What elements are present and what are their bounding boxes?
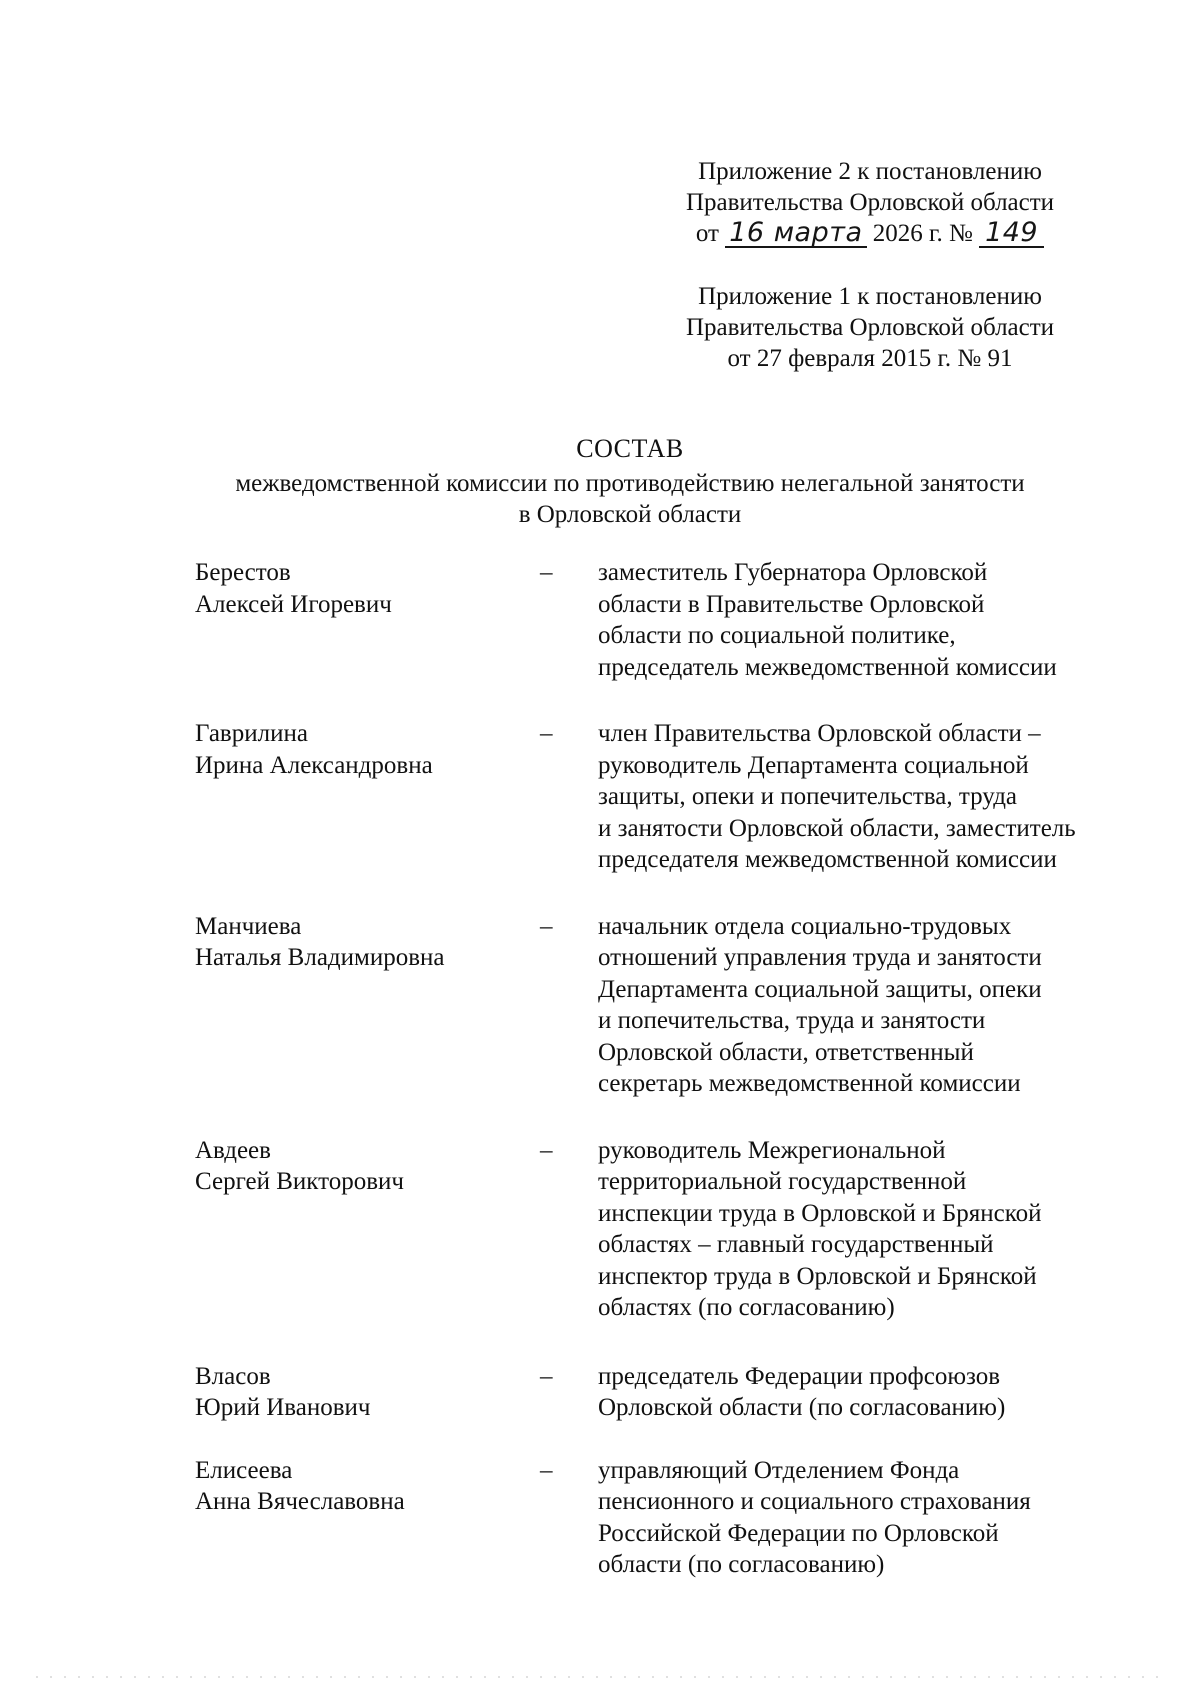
handwritten-date: 16 марта <box>725 220 866 248</box>
member-entry <box>195 1361 1135 1424</box>
role-line: областях (по согласованию) <box>598 1294 895 1321</box>
appendix-original-line1: Приложение 1 к постановлению <box>698 283 1042 310</box>
member-surname: Власов <box>195 1362 271 1390</box>
role-line: член Правительства Орловской области – <box>598 720 1041 747</box>
role-line: управляющий Отделением Фонда <box>598 1456 960 1484</box>
role-line: и попечительства, труда и занятости <box>598 1007 986 1034</box>
appendix-original-line3: от 27 февраля 2015 г. № 91 <box>727 345 1013 372</box>
role-line: области (по согласованию) <box>598 1551 885 1578</box>
member-surname: Берестов <box>195 559 291 586</box>
role-line: пенсионного и социального страхования <box>598 1488 1031 1515</box>
member-surname: Елисеева <box>195 1456 293 1484</box>
member-given-names: Наталья Владимировна <box>195 944 445 971</box>
subtitle-line2: в Орловской области <box>518 501 742 528</box>
appendix-current-date-line <box>640 218 1100 249</box>
document-title: СОСТАВ <box>576 434 684 463</box>
year-suffix: 2026 г. № <box>872 220 973 247</box>
member-given-names: Юрий Иванович <box>195 1394 371 1421</box>
role-line: председателя межведомственной комиссии <box>598 846 1057 873</box>
member-dash: – <box>540 1456 553 1484</box>
role-line: отношений управления труда и занятости <box>598 944 1042 971</box>
role-line: Российской Федерации по Орловской <box>598 1519 999 1547</box>
member-name <box>195 557 540 683</box>
member-name <box>195 718 540 876</box>
member-dash: – <box>540 1136 553 1164</box>
member-surname: Манчиева <box>195 912 302 940</box>
member-dash: – <box>540 1362 553 1390</box>
member-entry <box>195 1135 1135 1324</box>
role-line: руководитель Межрегиональной <box>598 1136 946 1164</box>
date-prefix: от <box>695 220 719 247</box>
role-line: области в Правительстве Орловской <box>598 590 985 618</box>
member-given-names: Анна Вячеславовна <box>195 1488 405 1515</box>
subtitle-line1: межведомственной комиссии по противодействию нелегальной занятости <box>235 470 1025 497</box>
role-line: Департамента социальной защиты, опеки <box>598 975 1042 1003</box>
scan-edge-noise <box>30 1676 1170 1678</box>
role-line: защиты, опеки и попечительства, труда <box>598 783 1018 810</box>
appendix-current-line2: Правительства Орловской области <box>685 189 1055 216</box>
appendix-original-line2: Правительства Орловской области <box>685 314 1055 341</box>
role-line: территориальной государственной <box>598 1168 967 1195</box>
member-role <box>598 718 1108 876</box>
member-dash: – <box>540 559 553 586</box>
member-entry <box>195 557 1135 683</box>
appendix-original-block <box>640 281 1100 374</box>
role-line: председатель Федерации профсоюзов <box>598 1362 1001 1390</box>
role-line: руководитель Департамента социальной <box>598 751 1029 779</box>
member-role <box>598 557 1108 683</box>
member-surname: Гаврилина <box>195 720 308 747</box>
member-entry <box>195 718 1135 876</box>
role-line: начальник отдела социально-трудовых <box>598 912 1012 940</box>
member-name <box>195 1135 540 1324</box>
member-role <box>598 1361 1108 1424</box>
member-role <box>598 911 1108 1100</box>
role-line: секретарь межведомственной комиссии <box>598 1070 1021 1097</box>
member-given-names: Сергей Викторович <box>195 1168 404 1195</box>
member-name <box>195 911 540 1100</box>
role-line: инспектор труда в Орловской и Брянской <box>598 1262 1037 1290</box>
role-line: областях – главный государственный <box>598 1231 994 1258</box>
role-line: Орловской области (по согласованию) <box>598 1394 1006 1421</box>
member-surname: Авдеев <box>195 1136 271 1164</box>
role-line: области по социальной политике, <box>598 622 956 649</box>
member-entry <box>195 911 1135 1100</box>
member-role <box>598 1135 1108 1324</box>
member-name <box>195 1455 540 1581</box>
member-given-names: Алексей Игоревич <box>195 590 392 618</box>
role-line: председатель межведомственной комиссии <box>598 653 1057 681</box>
appendix-current-block <box>640 156 1100 249</box>
member-dash: – <box>540 912 553 940</box>
member-given-names: Ирина Александровна <box>195 751 433 779</box>
member-dash: – <box>540 720 553 747</box>
document-subtitle <box>150 468 1110 530</box>
appendix-current-line1: Приложение 2 к постановлению <box>698 158 1042 185</box>
role-line: инспекции труда в Орловской и Брянской <box>598 1199 1042 1227</box>
member-name <box>195 1361 540 1424</box>
member-role <box>598 1455 1108 1581</box>
handwritten-number: 149 <box>979 220 1044 248</box>
member-list <box>195 557 1135 1581</box>
member-entry <box>195 1455 1135 1581</box>
role-line: Орловской области, ответственный <box>598 1038 974 1066</box>
role-line: заместитель Губернатора Орловской <box>598 559 988 586</box>
role-line: и занятости Орловской области, заместитель <box>598 814 1076 842</box>
